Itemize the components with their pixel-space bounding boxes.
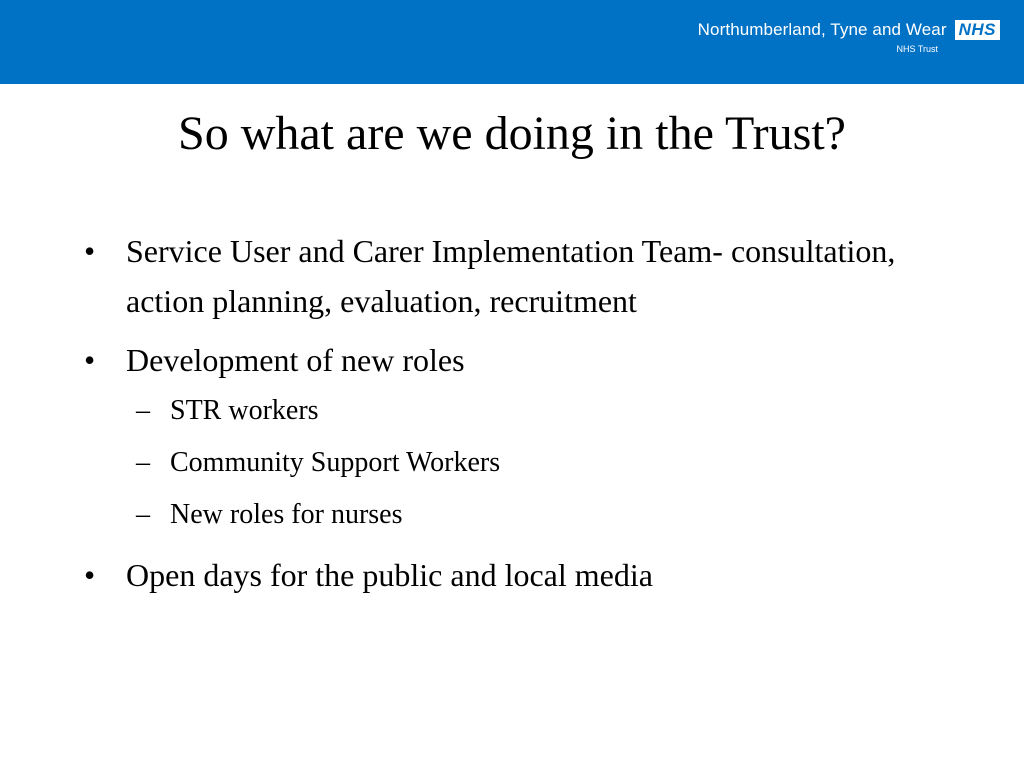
sub-bullet-item bbox=[126, 385, 944, 437]
bullet-text: Service User and Carer Implementation Team- consultation, action planning, evaluation, recruitment bbox=[126, 233, 896, 319]
bullet-text: Development of new roles bbox=[126, 342, 465, 378]
sub-bullet-text: New roles for nurses bbox=[170, 499, 403, 530]
sub-bullet-marker: – bbox=[136, 499, 150, 530]
nhs-logo-icon: NHS bbox=[955, 20, 1000, 40]
bullet-item bbox=[84, 335, 944, 541]
org-name: Northumberland, Tyne and Wear bbox=[697, 20, 947, 39]
bullet-marker: • bbox=[84, 557, 96, 593]
sub-bullet-text: Community Support Workers bbox=[170, 447, 501, 478]
sub-bullet-item bbox=[126, 489, 944, 541]
bullet-text: Open days for the public and local media bbox=[126, 557, 653, 593]
bullet-item bbox=[84, 550, 944, 600]
bullet-list bbox=[84, 226, 944, 609]
bullet-marker: • bbox=[84, 233, 96, 269]
bullet-item bbox=[84, 226, 944, 326]
header-bar bbox=[0, 0, 1024, 84]
sub-bullet-marker: – bbox=[136, 447, 150, 478]
org-subtitle: NHS Trust bbox=[896, 44, 938, 54]
bullet-marker: • bbox=[84, 342, 96, 378]
sub-bullet-marker: – bbox=[136, 395, 150, 426]
sub-bullet-list bbox=[126, 385, 944, 541]
org-branding bbox=[698, 20, 1000, 54]
sub-bullet-item bbox=[126, 437, 944, 489]
slide-title: So what are we doing in the Trust? bbox=[178, 107, 846, 160]
sub-bullet-text: STR workers bbox=[170, 395, 319, 426]
